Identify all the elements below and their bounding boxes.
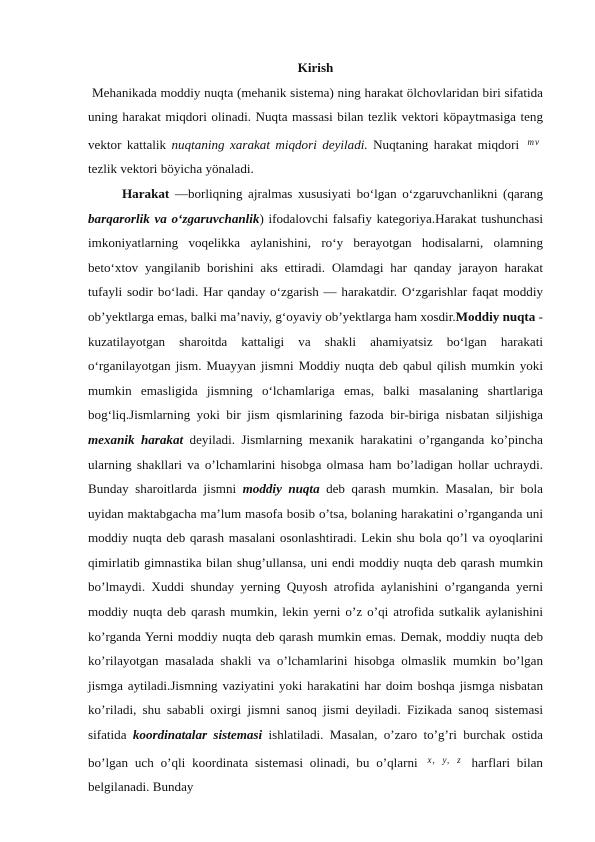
text-run: ishlatiladi. Masalan, o’zaro to’g’ri burchak ostida bo’lgan uch o’qli koordinata sistemasi olinadi, bu o’qlarni [88,727,543,770]
text-run: tezlik vektori böyicha yönaladi. [88,161,254,177]
text-run: —borliqning ajralmas xususiyati boʻlgan oʻzgaruvchanlikni (qarang [169,185,543,201]
text-run: Nuqtaning harakat miqdori [367,136,525,152]
text-run: deb qarash mumkin. Masalan, bir bola uyidan maktabgacha ma’lum masofa bosib o’tsa, bolaning harakatini o’rganganda uni moddiy nuqta deb qarash masalani osonlashtiradi. Lekin shu bola qo’l va oyoqlarini qimirlatib gimnastika bilan shug’ullansa, uni endi moddiy nuqta deb qarash mumkin bo’lmaydi. Xuddi shunday yerning Quyosh atrofida aylanishini o’rganganda yerni moddiy nuqta deb qarash mumkin, lekin yerni o’z o’qi atrofida sutkalik aylanishini ko’rganda Yerni moddiy nuqta deb qarash mumkin emas. Demak, moddiy nuqta deb ko’rilayotgan masalada shakli va o’lchamlarini hisobga olmaslik mumkin bo’lgan jismga aytiladi.Jismning vaziyatini yoki harakatini har doim boshqa jismga nisbatan ko’riladi, shu sababli oxirgi jismni sanoq jismi deyiladi. Fizikada sanoq sistemasi sifatida [88,481,543,743]
page-title: Kirish [297,60,334,75]
bold-italic-term: koordinatalar sistemasi [132,727,263,743]
text-run: - kuzatilayotgan sharoitda kattaligi va shakli ahamiyatsiz bo‘lgan harakati o‘rganilayotgan jism. Muayyan jismni Moddiy nuqta deb qabul qilish mumkin yoki mumkin emasligida jismning o‘lchamlariga emas, balki masalaning shartlariga bog‘liq.Jismlarning yoki bir jism qismlarining fazoda bir-biriga nisbatan siljishiga [88,308,543,423]
bold-italic-term: mexanik harakat [88,431,184,447]
bold-italic-term: moddiy nuqta [242,481,320,497]
bold-italic-term: barqarorlik va oʻzgaruvchanlik [88,210,260,226]
formula-mv: mv [527,136,540,147]
bold-term-harakat: Harakat [122,185,170,201]
bold-term-moddiy-nuqta: Moddiy nuqta [455,308,536,324]
paragraph-momentum [88,81,543,182]
text-run: harflari bilan belgilanadi. Bunday [88,754,543,795]
text-run: ) ifodalovchi falsafiy kategoriya.Harakat tushunchasi imkoniyatlarning voqelikka aylanishini, roʻy berayotgan hodisalarni, olamning betoʻxtov yangilanib borishini aks ettiradi. Olamdagi har qanday jarayon harakat tufayli sodir boʻladi. Har qanday oʻzgarish — harakatdir. Oʻzgarishlar faqat moddiy obʼyektlarga emas, balki maʼnaviy, gʻoyaviy obʼyektlarga ham xosdir. [88,210,544,324]
paragraph-motion [88,182,543,800]
text-run: deyiladi. Jismlarning mexanik harakatini o’rganganda ko’pincha ularning shakllari va o’lchamlarini hisobga olmasa ham bo’ladigan hollar uchraydi. Bunday sharoitlarda jismni [88,431,543,497]
formula-xyz: x, y, z [427,754,462,765]
italic-term: nuqtaning xarakat miqdori deyiladi. [171,136,368,152]
text-run: Mehanikada moddiy nuqta (mehanik sistema) ning harakat ölchovlaridan biri sifatida uning harakat miqdori olinadi. Nuqta massasi bilan tezlik vektori köpaytmasiga teng vektor kattalik [88,84,543,152]
